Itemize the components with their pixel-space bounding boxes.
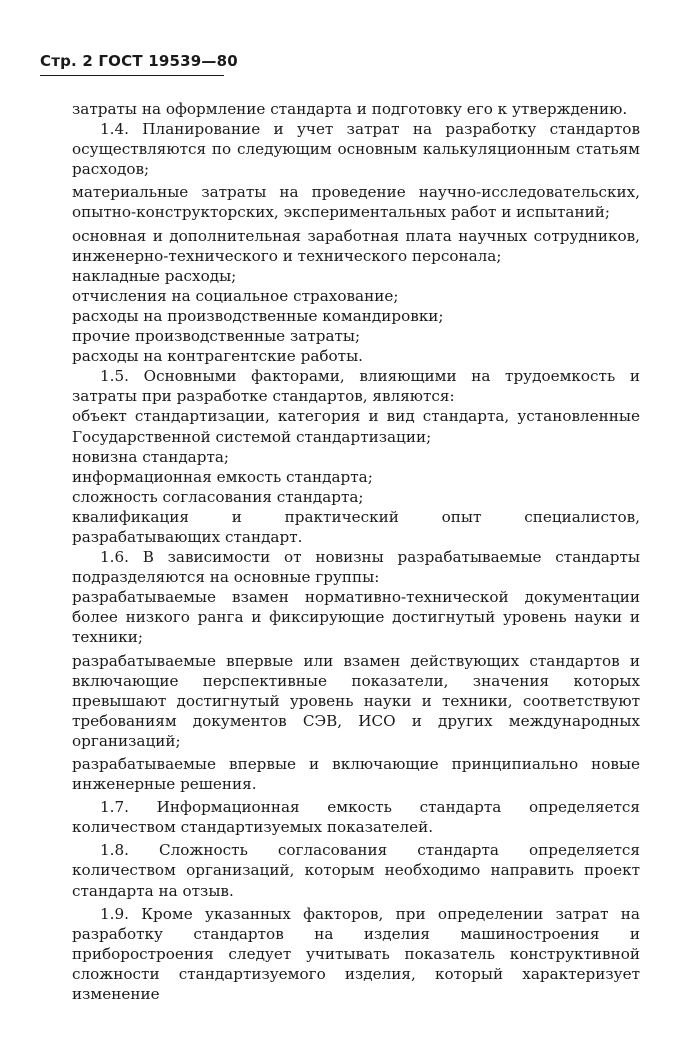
list-item: основная и дополнительная заработная плата научных сотрудников, инженерно-технического и технического персонала; [72, 226, 640, 265]
paragraph-clause-1-9: 1.9. Кроме указанных факторов, при определении затрат на разработку стандартов на изделия машиностроения и приборостроения следует учитывать показатель конструктивной сложности стандартизуемого изделия, который характеризует изменение [72, 904, 640, 1004]
list-item: расходы на контрагентские работы. [72, 347, 363, 366]
paragraph-clause-1-6: 1.6. В зависимости от новизны разрабатываемые стандарты подразделяются на основные группы: [72, 548, 640, 587]
list-item: разрабатываемые взамен нормативно-технической документации более низкого ранга и фиксирующие достигнутый уровень науки и техники; [72, 588, 640, 647]
list-item: новизна стандарта; [72, 447, 230, 466]
list-item: разрабатываемые впервые или взамен действующих стандартов и включающие перспективные показатели, значения которых превышают достигнутый уровень науки и техники, соответствуют требованиям документов СЭВ, ИСО и других международных организаций; [72, 651, 640, 750]
list-item: накладные расходы; [72, 266, 237, 285]
paragraph-clause-1-4: 1.4. Планирование и учет затрат на разработку стандартов осуществляются по следующим основным калькуляционным статьям расходов; [72, 120, 640, 179]
paragraph-clause-1-7: 1.7. Информационная емкость стандарта определяется количеством стандартизуемых показателей. [72, 798, 640, 837]
list-item: расходы на производственные командировки; [72, 306, 444, 325]
document-body [72, 99, 640, 1004]
page-header: Стр. 2 ГОСТ 19539—80 [40, 52, 238, 70]
header-rule [40, 75, 224, 76]
list-item: квалификация и практический опыт специалистов, разрабатывающих стандарт. [72, 507, 640, 546]
list-item: отчисления на социальное страхование; [72, 286, 399, 305]
list-item: разрабатываемые впервые и включающие принципиально новые инженерные решения. [72, 755, 640, 794]
paragraph-clause-1-8: 1.8. Сложность согласования стандарта определяется количеством организаций, которым необходимо направить проект стандарта на отзыв. [72, 841, 640, 900]
list-item: объект стандартизации, категория и вид стандарта, установленные Государственной системой стандартизации; [72, 407, 640, 446]
list-item: сложность согласования стандарта; [72, 487, 364, 506]
list-item: материальные затраты на проведение научно-исследовательских, опытно-конструкторских, экспериментальных работ и испытаний; [72, 183, 640, 222]
list-item: информационная емкость стандарта; [72, 467, 373, 486]
paragraph-clause-1-5: 1.5. Основными факторами, влияющими на трудоемкость и затраты при разработке стандартов, являются: [72, 367, 640, 406]
list-item: прочие производственные затраты; [72, 327, 361, 346]
paragraph: затраты на оформление стандарта и подготовку его к утверждению. [72, 100, 628, 118]
